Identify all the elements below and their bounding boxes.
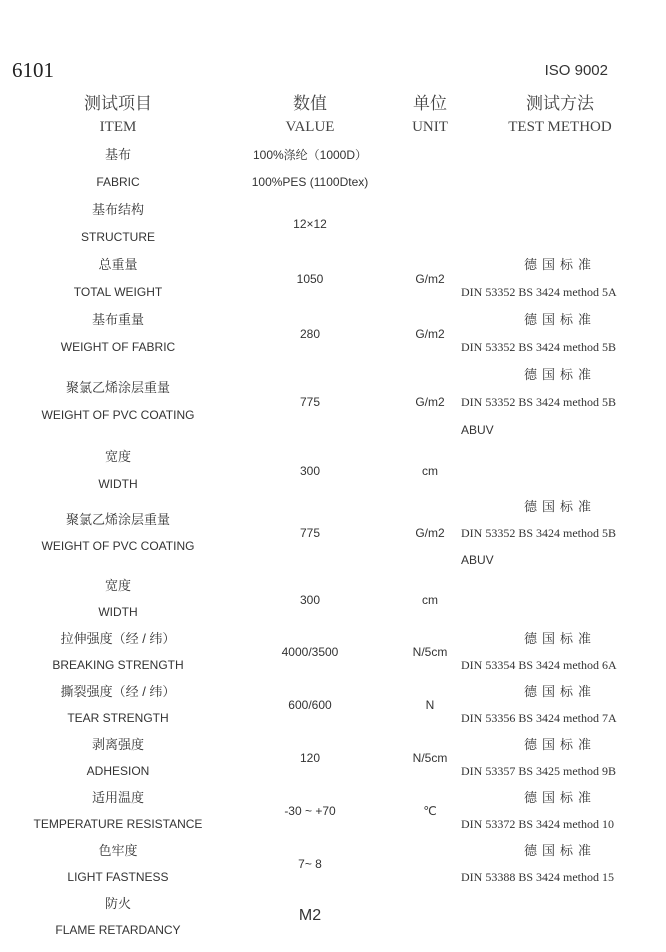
item-value-secondary: 100%PES (1100Dtex) [251,175,369,189]
item-unit: N [425,698,435,712]
test-method: DIN 53352 BS 3424 method 5A [461,285,617,299]
test-method: DIN 53372 BS 3424 method 10 [461,817,614,831]
item-label-zh: 聚氯乙烯涂层重量 [65,380,170,395]
item-label-en: WEIGHT OF PVC COATING [41,539,195,553]
standard-label: 德国标准 [523,843,596,858]
item-value: M2 [298,907,322,924]
item-value: 300 [299,593,321,607]
item-label-zh: 基布重量 [91,312,144,327]
item-label-zh: 适用温度 [91,790,144,805]
test-method: DIN 53352 BS 3424 method 5B [461,340,617,354]
item-unit: G/m2 [415,526,445,540]
header-item-en: ITEM [99,119,137,135]
header-value-en: VALUE [285,119,335,135]
standard-label: 德国标准 [523,737,596,752]
header-method-zh: 测试方法 [526,94,594,113]
item-label-zh: 宽度 [104,578,131,593]
item-label-en: FLAME RETARDANCY [55,923,181,937]
item-value: 100%涤纶（1000D） [252,148,368,162]
header-unit-en: UNIT [412,119,448,135]
header-value-zh: 数值 [293,94,327,113]
item-value: 300 [299,464,321,478]
test-method: DIN 53388 BS 3424 method 15 [461,870,614,884]
item-label-zh: 宽度 [104,449,131,464]
item-unit: G/m2 [415,272,445,286]
item-label-zh: 剥离强度 [91,737,144,752]
item-label-en: ADHESION [86,764,150,778]
test-method: DIN 53352 BS 3424 method 5B [461,526,617,540]
item-unit: N/5cm [412,751,448,765]
item-label-en: WIDTH [98,605,138,619]
item-unit: ℃ [423,804,437,818]
item-label-zh: 撕裂强度（经 / 纬） [60,684,176,699]
item-value: 280 [299,327,321,341]
item-label-en: WIDTH [98,477,138,491]
item-label-en: LIGHT FASTNESS [67,870,169,884]
item-value: 4000/3500 [281,645,339,659]
item-label-en: TEMPERATURE RESISTANCE [33,817,203,831]
item-value: 775 [299,395,321,409]
standard-label: 德国标准 [523,790,596,805]
standard-label: 德国标准 [523,499,596,514]
standard-label: 德国标准 [523,631,596,646]
item-label-zh: 拉伸强度（经 / 纬） [60,631,176,646]
item-label-zh: 总重量 [98,257,138,272]
item-unit: cm [422,464,438,478]
test-method: DIN 53356 BS 3424 method 7A [461,711,617,725]
item-unit: G/m2 [415,327,445,341]
standard-label: 德国标准 [523,684,596,699]
header-item-zh: 测试项目 [84,94,152,113]
item-label-en: TEAR STRENGTH [67,711,169,725]
item-label-zh: 基布 [104,147,131,162]
method-note: ABUV [461,423,494,437]
item-label-en: FABRIC [96,175,140,189]
standard-label: 德国标准 [523,367,596,382]
certification-label: ISO 9002 [544,62,608,79]
item-label-zh: 基布结构 [91,202,144,217]
item-unit: cm [422,593,438,607]
method-note: ABUV [461,553,494,567]
standard-label: 德国标准 [523,257,596,272]
item-value: -30 ~ +70 [284,804,336,818]
item-label-en: WEIGHT OF FABRIC [60,340,176,354]
test-method: DIN 53357 BS 3425 method 9B [461,764,617,778]
model-number: 6101 [12,58,54,82]
item-value: 12×12 [293,217,327,231]
item-label-en: WEIGHT OF PVC COATING [41,408,195,422]
item-label-en: BREAKING STRENGTH [52,658,184,672]
item-label-en: TOTAL WEIGHT [73,285,163,299]
header-method-en: TEST METHOD [508,119,612,135]
item-unit: G/m2 [415,395,445,409]
item-value: 7~ 8 [298,857,322,871]
item-value: 600/600 [288,698,332,712]
item-value: 775 [299,526,321,540]
item-value: 1050 [296,272,324,286]
test-method: DIN 53352 BS 3424 method 5B [461,395,617,409]
test-method: DIN 53354 BS 3424 method 6A [461,658,617,672]
item-label-zh: 防火 [104,896,131,911]
header-unit-zh: 单位 [413,94,447,113]
standard-label: 德国标准 [523,312,596,327]
item-label-en: STRUCTURE [81,230,155,244]
item-unit: N/5cm [412,645,448,659]
item-label-zh: 色牢度 [98,843,138,858]
item-label-zh: 聚氯乙烯涂层重量 [65,512,170,527]
item-value: 120 [299,751,321,765]
